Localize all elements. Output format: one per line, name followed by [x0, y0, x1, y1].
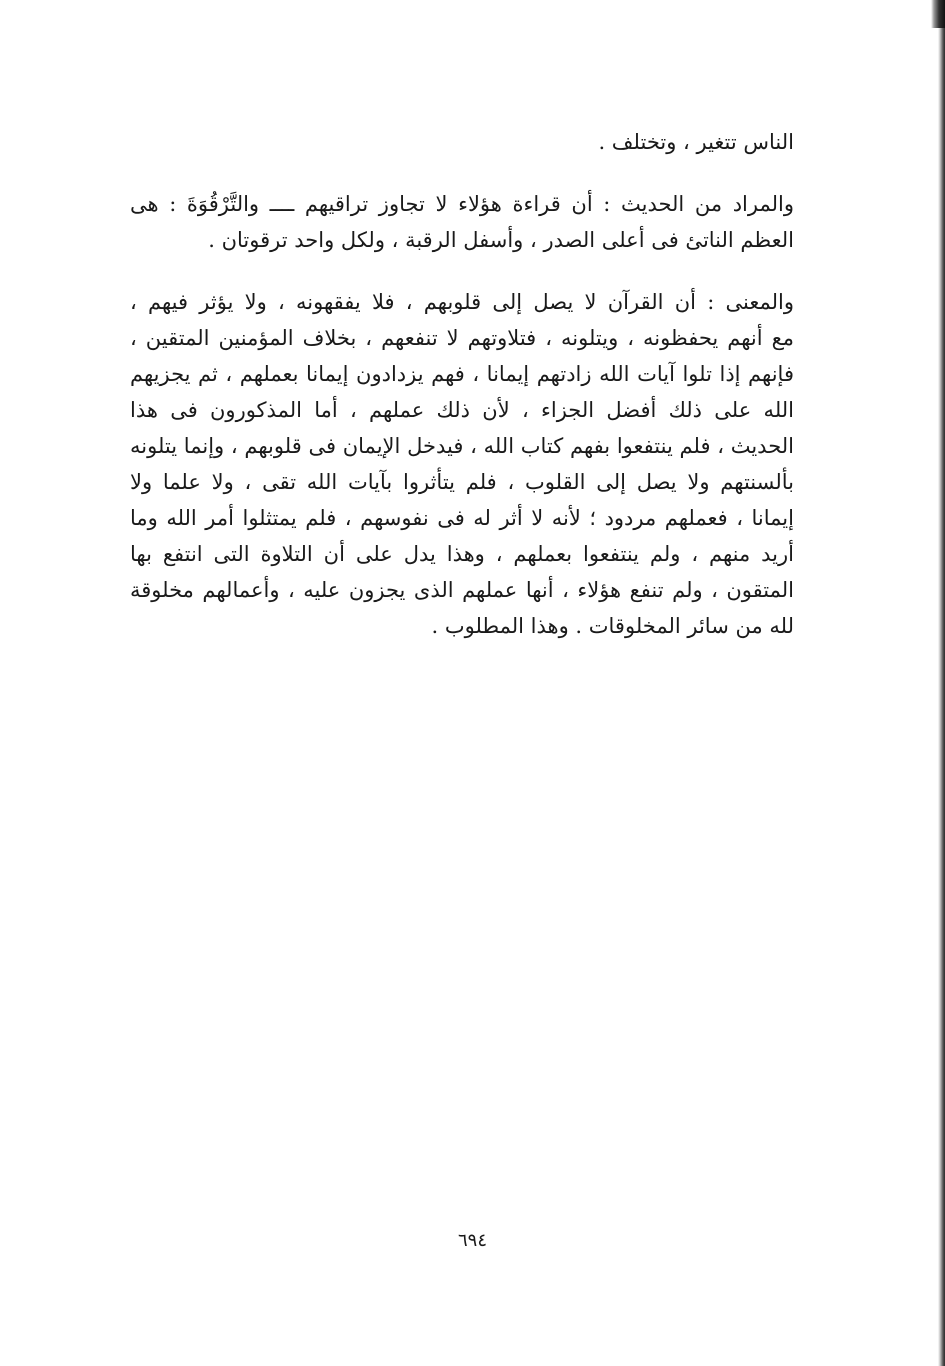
- page-edge-shadow: [938, 0, 945, 1366]
- text-line: الناس تتغير ، وتختلف .: [598, 130, 794, 154]
- text-line: والمراد من الحديث : أن قراءة هؤلاء لا تجاوز تراقيهم ــــ والتَّرْقُوَةَ : هى: [130, 192, 794, 216]
- page-corner-shadow: [931, 0, 945, 28]
- paragraph-1: [130, 124, 794, 160]
- text-line: الحديث ، فلم ينتفعوا بفهم كتاب الله ، فيدخل الإيمان فى قلوبهم ، وإنما يتلونه: [130, 434, 794, 458]
- text-line: مع أنهم يحفظونه ، ويتلونه ، فتلاوتهم لا تنفعهم ، بخلاف المؤمنين المتقين ،: [130, 326, 794, 350]
- text-line: إيمانا ، فعملهم مردود ؛ لأنه لا أثر له فى نفوسهم ، فلم يمتثلوا أمر الله وما: [130, 506, 794, 530]
- text-line: المتقون ، ولم تنفع هؤلاء ، أنها عملهم الذى يجزون عليه ، وأعمالهم مخلوقة: [130, 578, 794, 602]
- text-line: أريد منهم ، ولم ينتفعوا بعملهم ، وهذا يدل على أن التلاوة التى انتفع بها: [130, 542, 794, 566]
- text-line: الله على ذلك أفضل الجزاء ، لأن ذلك عملهم ، أما المذكورون فى هذا: [130, 398, 794, 422]
- text-line: والمعنى : أن القرآن لا يصل إلى قلوبهم ، فلا يفقهونه ، ولا يؤثر فيهم ،: [130, 290, 794, 314]
- text-line: بألسنتهم ولا يصل إلى القلوب ، فلم يتأثروا بآيات الله تقى ، ولا علما ولا: [130, 470, 794, 494]
- paragraph-2: [130, 186, 794, 258]
- text-line: لله من سائر المخلوقات . وهذا المطلوب .: [431, 614, 794, 638]
- paragraph-3: [130, 284, 794, 644]
- page-number: ٦٩٤: [457, 1230, 487, 1251]
- text-line: فإنهم إذا تلوا آيات الله زادتهم إيمانا ، فهم يزدادون إيمانا بعملهم ، ثم يجزيهم: [130, 362, 794, 386]
- text-line: العظم الناتئ فى أعلى الصدر ، وأسفل الرقبة ، ولكل واحد ترقوتان .: [208, 228, 794, 252]
